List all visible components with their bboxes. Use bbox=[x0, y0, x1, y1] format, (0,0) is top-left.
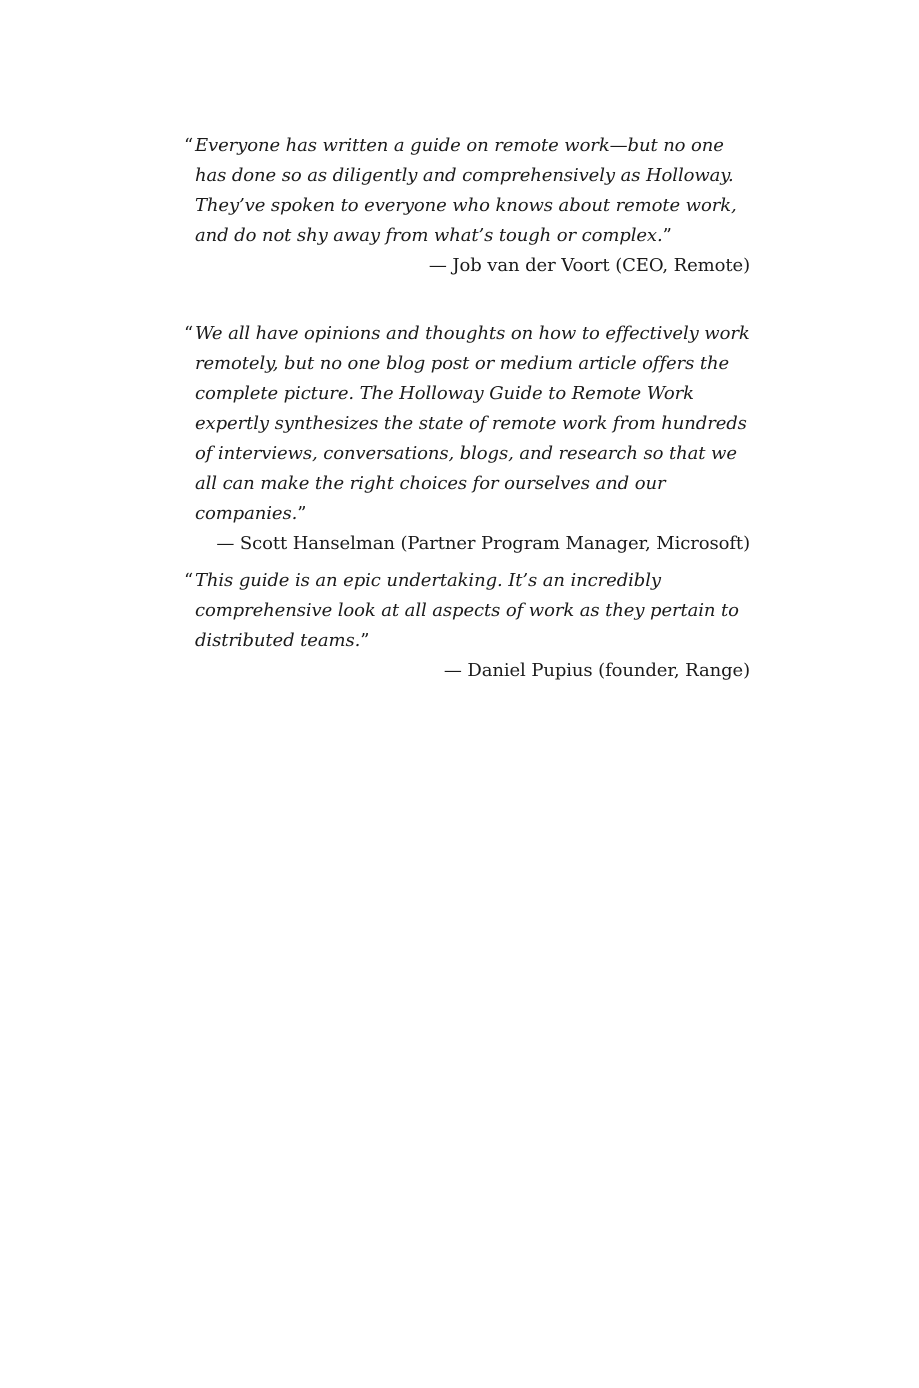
close-quote-mark: ” bbox=[360, 630, 370, 651]
close-quote-mark: ” bbox=[662, 225, 672, 246]
testimonial-quote bbox=[184, 319, 750, 529]
testimonial-attribution: — Scott Hanselman (Partner Program Manager, Microsoft) bbox=[216, 533, 750, 554]
testimonial-scott-hanselman bbox=[184, 319, 750, 559]
testimonial-job-van-der-voort bbox=[184, 131, 750, 281]
testimonial-quote bbox=[184, 131, 750, 251]
testimonial-quote bbox=[184, 566, 750, 656]
testimonial-daniel-pupius bbox=[184, 566, 750, 686]
open-quote-mark: “ bbox=[184, 135, 194, 156]
quote-text: This guide is an epic undertaking. It’s an incredibly comprehensive look at all aspects of work as they pertain to distributed teams. bbox=[195, 570, 739, 651]
open-quote-mark: “ bbox=[184, 323, 194, 344]
close-quote-mark: ” bbox=[297, 503, 307, 524]
open-quote-mark: “ bbox=[184, 570, 194, 591]
quote-text: Everyone has written a guide on remote work—but no one has done so as diligently and comprehensively as Holloway. They’ve spoken to everyone who knows about remote work, and do not shy away from what’s tough or complex. bbox=[195, 135, 737, 246]
testimonial-attribution: — Job van der Voort (CEO, Remote) bbox=[428, 255, 750, 276]
quote-text: We all have opinions and thoughts on how to effectively work remotely, but no one blog post or medium article offers the complete picture. The Holloway Guide to Remote Work expertly synthesizes the state of remote work from hundreds of interviews, conversations, blogs, and research so that we all can make the right choices for ourselves and our companies. bbox=[195, 323, 750, 524]
testimonial-attribution: — Daniel Pupius (founder, Range) bbox=[443, 660, 750, 681]
